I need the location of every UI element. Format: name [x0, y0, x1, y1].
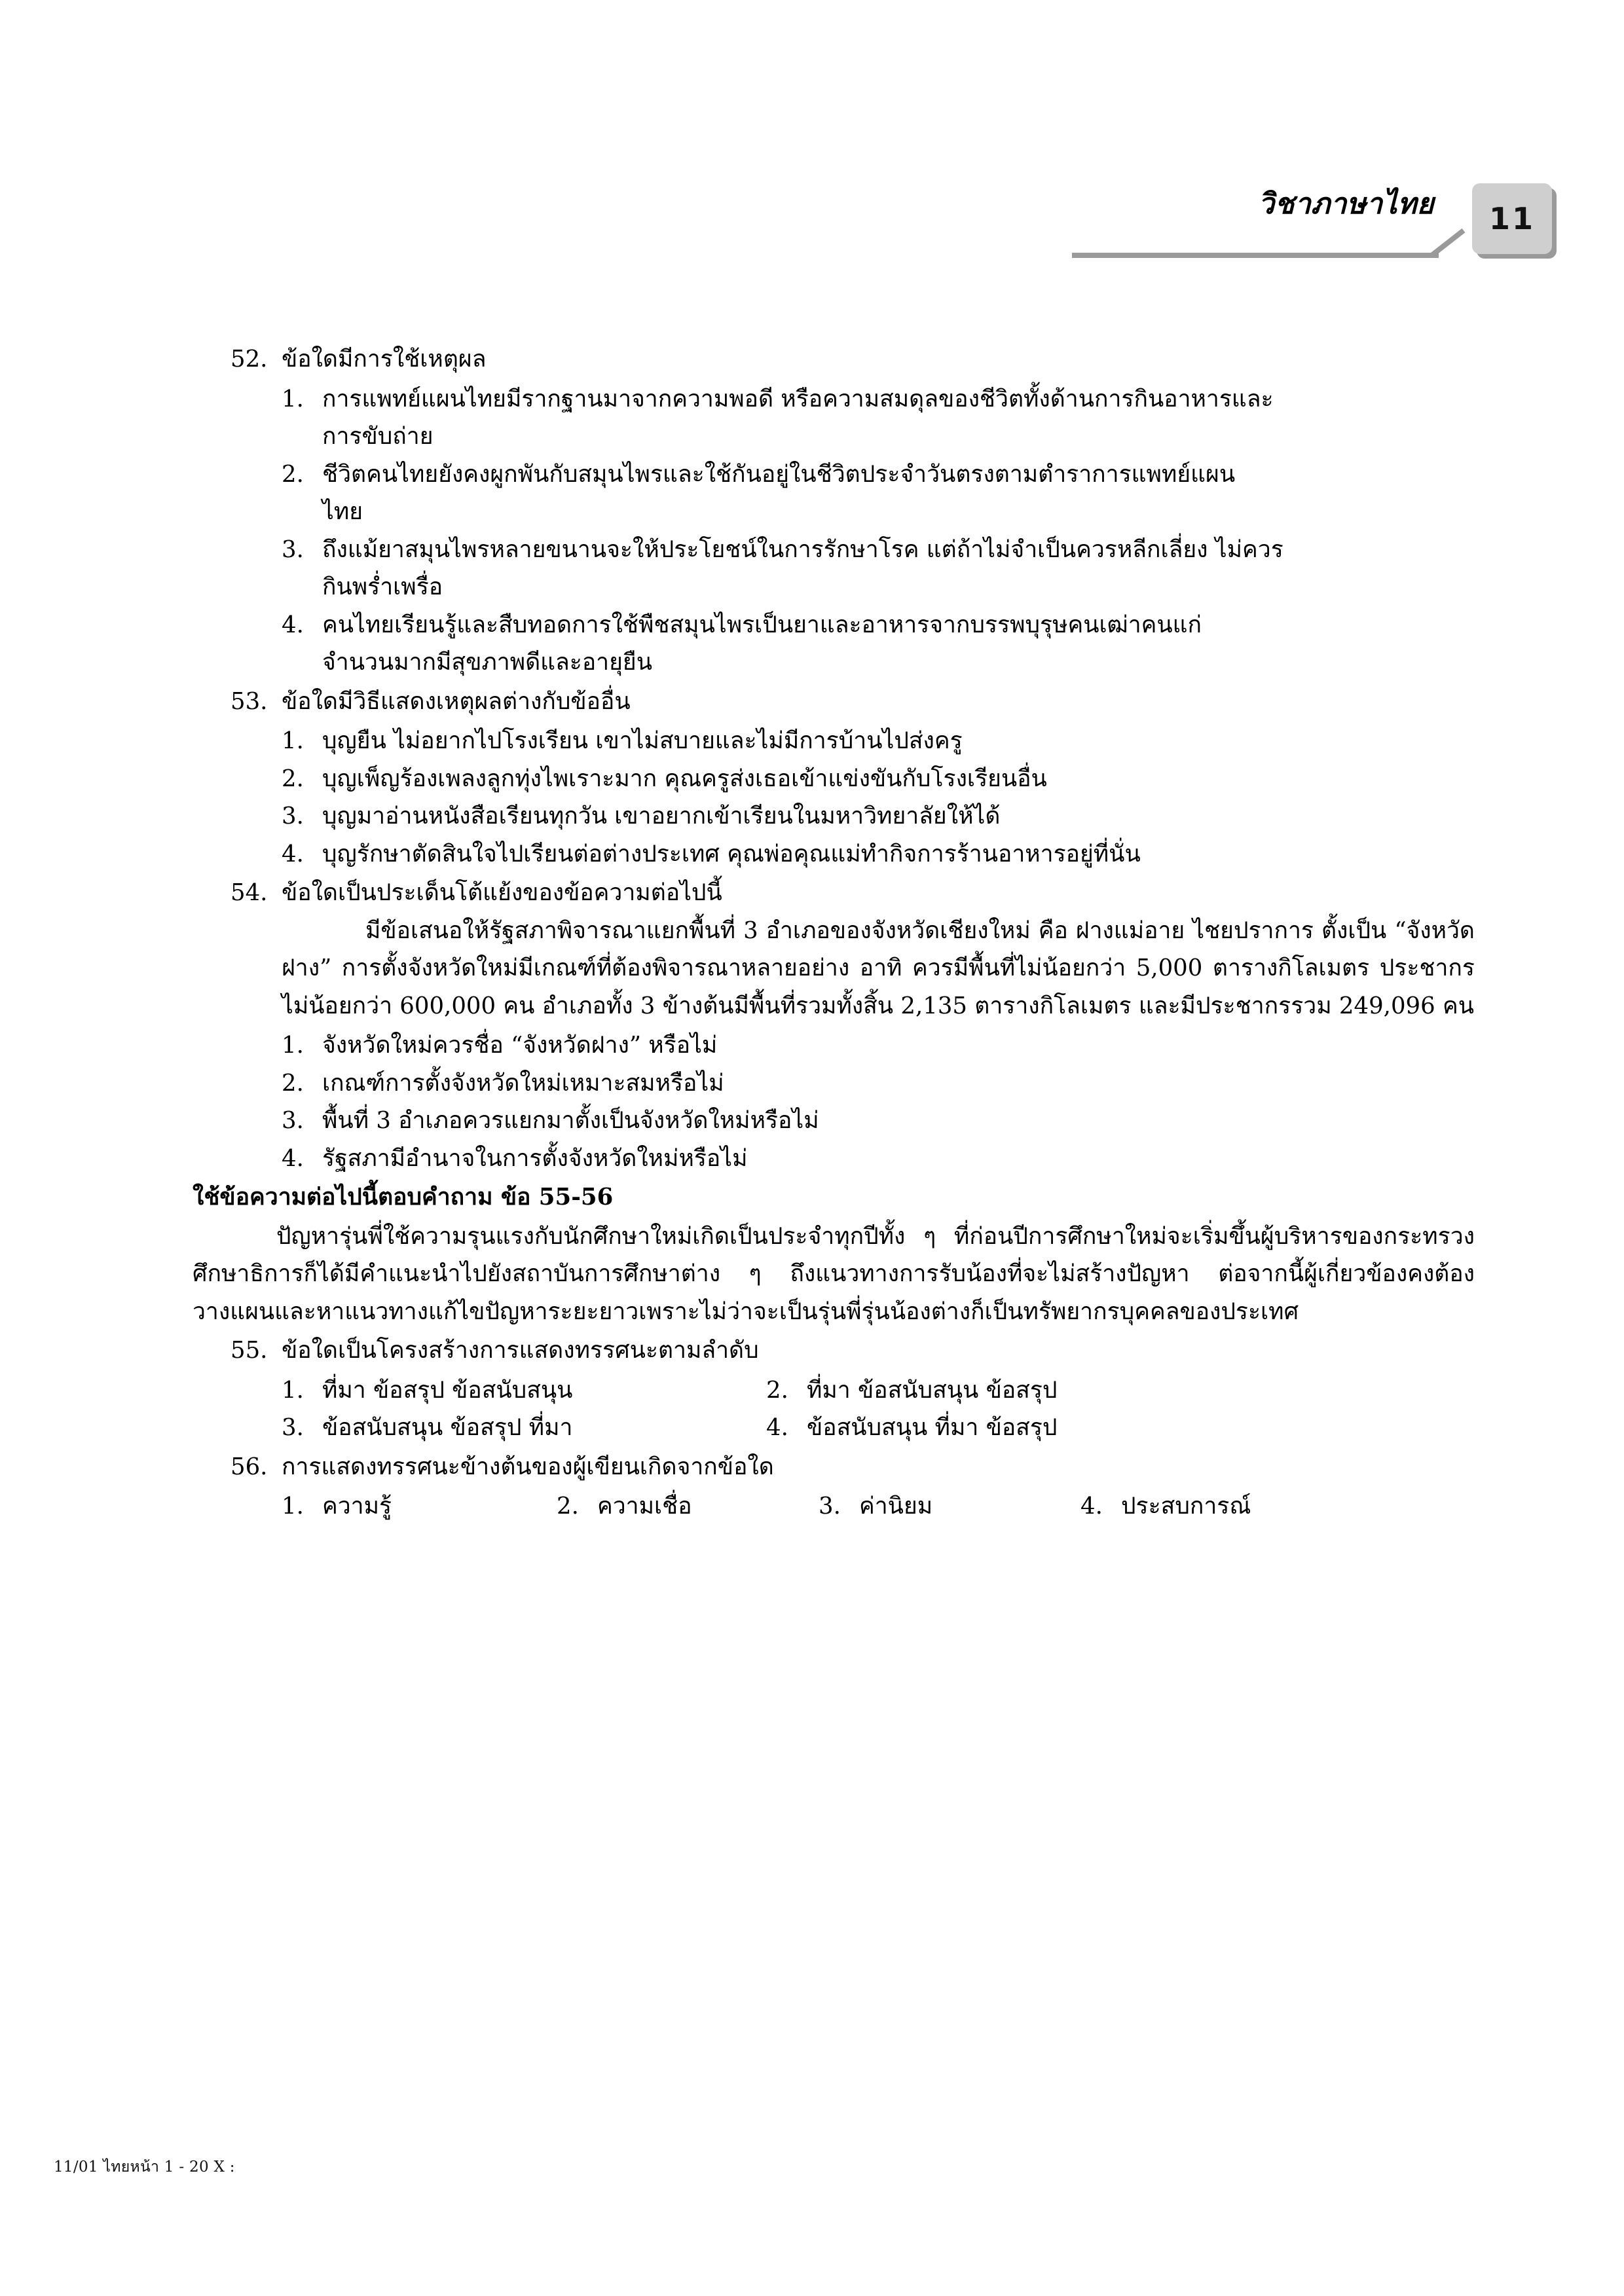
option-text: ที่มา ข้อสรุป ข้อสนับสนุน: [322, 1376, 573, 1404]
option-number: 4.: [282, 611, 304, 638]
option-item[interactable]: [231, 1140, 1475, 1178]
question-passage: มีข้อเสนอให้รัฐสภาพิจารณาแยกพื้นที่ 3 อำเภอของจังหวัดเชียงใหม่ คือ ฝางแม่อาย ไชยปราการ ตั้งเป็น “จังหวัดฝาง” การตั้งจังหวัดใหม่มีเกณฑ์ที่ต้องพิจารณาหลายอย่าง อาทิ ควรมีพื้นที่ไม่น้อยกว่า 5,000 ตารางกิโลเมตร ประชากรไม่น้อยกว่า 600,000 คน อำเภอทั้ง 3 ข้างต้นมีพื้นที่รวมทั้งสิ้น 2,135 ตารางกิโลเมตร และมีประชากรรวม 249,096 คน: [282, 917, 1475, 1019]
question-number: 54.: [231, 879, 268, 906]
question-number: 55.: [231, 1337, 268, 1364]
header-rule-line: [1072, 253, 1439, 258]
subject-title: วิชาภาษาไทย: [1258, 187, 1434, 221]
option-item[interactable]: [231, 760, 1475, 798]
option-item[interactable]: [282, 1487, 557, 1525]
question-stem: ข้อใดมีการใช้เหตุผล: [282, 346, 487, 373]
option-text: ข้อสนับสนุน ข้อสรุป ที่มา: [322, 1414, 573, 1441]
option-text: [322, 531, 1475, 606]
option-item[interactable]: [231, 380, 1475, 456]
question-number: 53.: [231, 687, 268, 715]
question-stem: ข้อใดเป็นประเด็นโต้แย้งของข้อความต่อไปนี้: [282, 879, 722, 906]
option-number: 1.: [282, 1032, 304, 1059]
question-stem: ข้อใดเป็นโครงสร้างการแสดงทรรศนะตามลำดับ: [282, 1337, 759, 1364]
option-number: 4.: [1080, 1493, 1103, 1520]
option-item[interactable]: [766, 1372, 1475, 1410]
option-number: 2.: [766, 1376, 788, 1404]
page-footer: 11/01 ไทยหน้า 1 - 20 X :: [54, 2159, 235, 2176]
question-stem-row: [231, 683, 1475, 721]
option-text: บุญมาอ่านหนังสือเรียนทุกวัน เขาอยากเข้าเรียนในมหาวิทยาลัยให้ได้: [322, 803, 1001, 829]
option-item[interactable]: [231, 456, 1475, 531]
option-line-1: ชีวิตคนไทยยังคงผูกพันกับสมุนไพรและใช้กันอยู่ในชีวิตประจำวันตรงตามตำราการแพทย์แผน: [322, 460, 1236, 488]
option-number: 3.: [819, 1493, 841, 1520]
option-text: บุญยืน ไม่อยากไปโรงเรียน เขาไม่สบายและไม่มีการบ้านไปส่งครู: [322, 727, 963, 754]
option-number: 2.: [557, 1493, 579, 1520]
option-item[interactable]: [819, 1487, 1080, 1525]
option-item[interactable]: [282, 1409, 766, 1447]
option-number: 1.: [282, 385, 304, 412]
option-text: รัฐสภามีอำนาจในการตั้งจังหวัดใหม่หรือไม่: [322, 1144, 748, 1172]
option-line-2: ไทย: [322, 498, 363, 525]
option-number: 4.: [766, 1414, 788, 1441]
option-text: บุญเพ็ญร้องเพลงลูกทุ่งไพเราะมาก คุณครูส่งเธอเข้าแข่งขันกับโรงเรียนอื่น: [322, 765, 1047, 792]
option-line-2: การขับถ่าย: [322, 423, 434, 450]
option-line-1: คนไทยเรียนรู้และสืบทอดการใช้พืชสมุนไพรเป็นยาและอาหารจากบรรพบุรุษคนเฒ่าคนแก่: [322, 611, 1202, 638]
option-text: [322, 606, 1475, 682]
option-number: 1.: [282, 727, 304, 754]
option-list: [231, 1487, 1475, 1525]
option-list: [231, 1027, 1475, 1177]
option-number: 2.: [282, 765, 304, 792]
option-line-1: การแพทย์แผนไทยมีรากฐานมาจากความพอดี หรือความสมดุลของชีวิตทั้งด้านการกินอาหารและ: [322, 385, 1274, 412]
option-number: 2.: [282, 1069, 304, 1097]
question-number: 52.: [231, 346, 268, 373]
option-text: ข้อสนับสนุน ที่มา ข้อสรุป: [807, 1414, 1058, 1441]
option-text: บุญรักษาตัดสินใจไปเรียนต่อต่างประเทศ คุณพ่อคุณแม่ทำกิจการร้านอาหารอยู่ที่นั่น: [322, 840, 1141, 867]
question-stem: การแสดงทรรศนะข้างต้นของผู้เขียนเกิดจากข้อใด: [282, 1453, 774, 1480]
shared-passage-block: [193, 1178, 1475, 1330]
option-number: 3.: [282, 1414, 304, 1441]
question-stem-row: [231, 874, 1475, 912]
option-item[interactable]: [557, 1487, 819, 1525]
option-number: 1.: [282, 1376, 304, 1404]
option-list: [231, 722, 1475, 873]
option-text: พื้นที่ 3 อำเภอควรแยกมาตั้งเป็นจังหวัดใหม่หรือไม่: [322, 1107, 819, 1134]
question-block: [231, 1448, 1475, 1525]
shared-passage-heading: ใช้ข้อความต่อไปนี้ตอบคำถาม ข้อ 55-56: [193, 1184, 614, 1211]
header-title-group: [1258, 187, 1434, 227]
question-number: 56.: [231, 1453, 268, 1480]
option-item[interactable]: [1080, 1487, 1475, 1525]
question-stem-row: [231, 1332, 1475, 1370]
option-item[interactable]: [282, 1372, 766, 1410]
option-text: ค่านิยม: [859, 1493, 933, 1520]
option-text: จังหวัดใหม่ควรชื่อ “จังหวัดฝาง” หรือไม่: [322, 1032, 718, 1059]
option-number: 3.: [282, 1107, 304, 1134]
option-text: [322, 380, 1475, 456]
option-number: 2.: [282, 460, 304, 488]
question-block: [231, 874, 1475, 1177]
question-stem-row: [231, 1448, 1475, 1486]
option-item[interactable]: [231, 722, 1475, 760]
option-text: ความรู้: [322, 1493, 392, 1520]
option-list: [231, 380, 1475, 682]
option-number: 3.: [282, 803, 304, 829]
option-number: 4.: [282, 840, 304, 867]
option-line-2: กินพร่ำเพรื่อ: [322, 574, 443, 600]
option-item[interactable]: [231, 1065, 1475, 1102]
page-number: 11: [1488, 201, 1535, 236]
option-number: 1.: [282, 1493, 304, 1520]
option-item[interactable]: [231, 1102, 1475, 1140]
option-text: เกณฑ์การตั้งจังหวัดใหม่เหมาะสมหรือไม่: [322, 1069, 724, 1097]
question-block: [231, 683, 1475, 873]
option-number: 4.: [282, 1144, 304, 1172]
option-row: [231, 1409, 1475, 1447]
exam-content: [193, 340, 1475, 1527]
question-block: [231, 340, 1475, 682]
page-header: [0, 187, 1624, 275]
question-block: [231, 1332, 1475, 1447]
option-text: ประสบการณ์: [1121, 1493, 1251, 1520]
shared-passage-body: ปัญหารุ่นพี่ใช้ความรุนแรงกับนักศึกษาใหม่เกิดเป็นประจำทุกปีทั้ง ๆ ที่ก่อนปีการศึกษาใหม่จะเริ่มขึ้นผู้บริหารของกระทรวงศึกษาธิการก็ได้มีคำแนะนำไปยังสถาบันการศึกษาต่าง ๆ ถึงแนวทางการรับน้องที่จะไม่สร้างปัญหา ต่อจากนี้ผู้เกี่ยวข้องคงต้องวางแผนและหาแนวทางแก้ไขปัญหาระยะยาวเพราะไม่ว่าจะเป็นรุ่นพี่รุ่นน้องต่างก็เป็นทรัพยากรบุคคลของประเทศ: [193, 1222, 1475, 1325]
option-line-1: ถึงแม้ยาสมุนไพรหลายขนานจะให้ประโยชน์ในการรักษาโรค แต่ถ้าไม่จำเป็นควรหลีกเลี่ยง ไม่ควร: [322, 536, 1283, 563]
question-stem-row: [231, 340, 1475, 378]
option-line-2: จำนวนมากมีสุขภาพดีและอายุยืน: [322, 649, 652, 676]
page-number-badge: [1472, 183, 1552, 254]
option-item[interactable]: [231, 531, 1475, 606]
option-item[interactable]: [231, 606, 1475, 682]
option-item[interactable]: [231, 1027, 1475, 1065]
header-diagonal-line: [1430, 228, 1466, 257]
option-list: [231, 1372, 1475, 1447]
option-number: 3.: [282, 536, 304, 563]
option-text: ที่มา ข้อสนับสนุน ข้อสรุป: [807, 1376, 1058, 1404]
option-text: ความเชื่อ: [597, 1493, 692, 1520]
option-row: [231, 1372, 1475, 1410]
option-row: [231, 1487, 1475, 1525]
option-item[interactable]: [231, 835, 1475, 873]
option-item[interactable]: [766, 1409, 1475, 1447]
question-stem: ข้อใดมีวิธีแสดงเหตุผลต่างกับข้ออื่น: [282, 687, 631, 715]
option-item[interactable]: [231, 797, 1475, 835]
option-text: [322, 456, 1475, 531]
